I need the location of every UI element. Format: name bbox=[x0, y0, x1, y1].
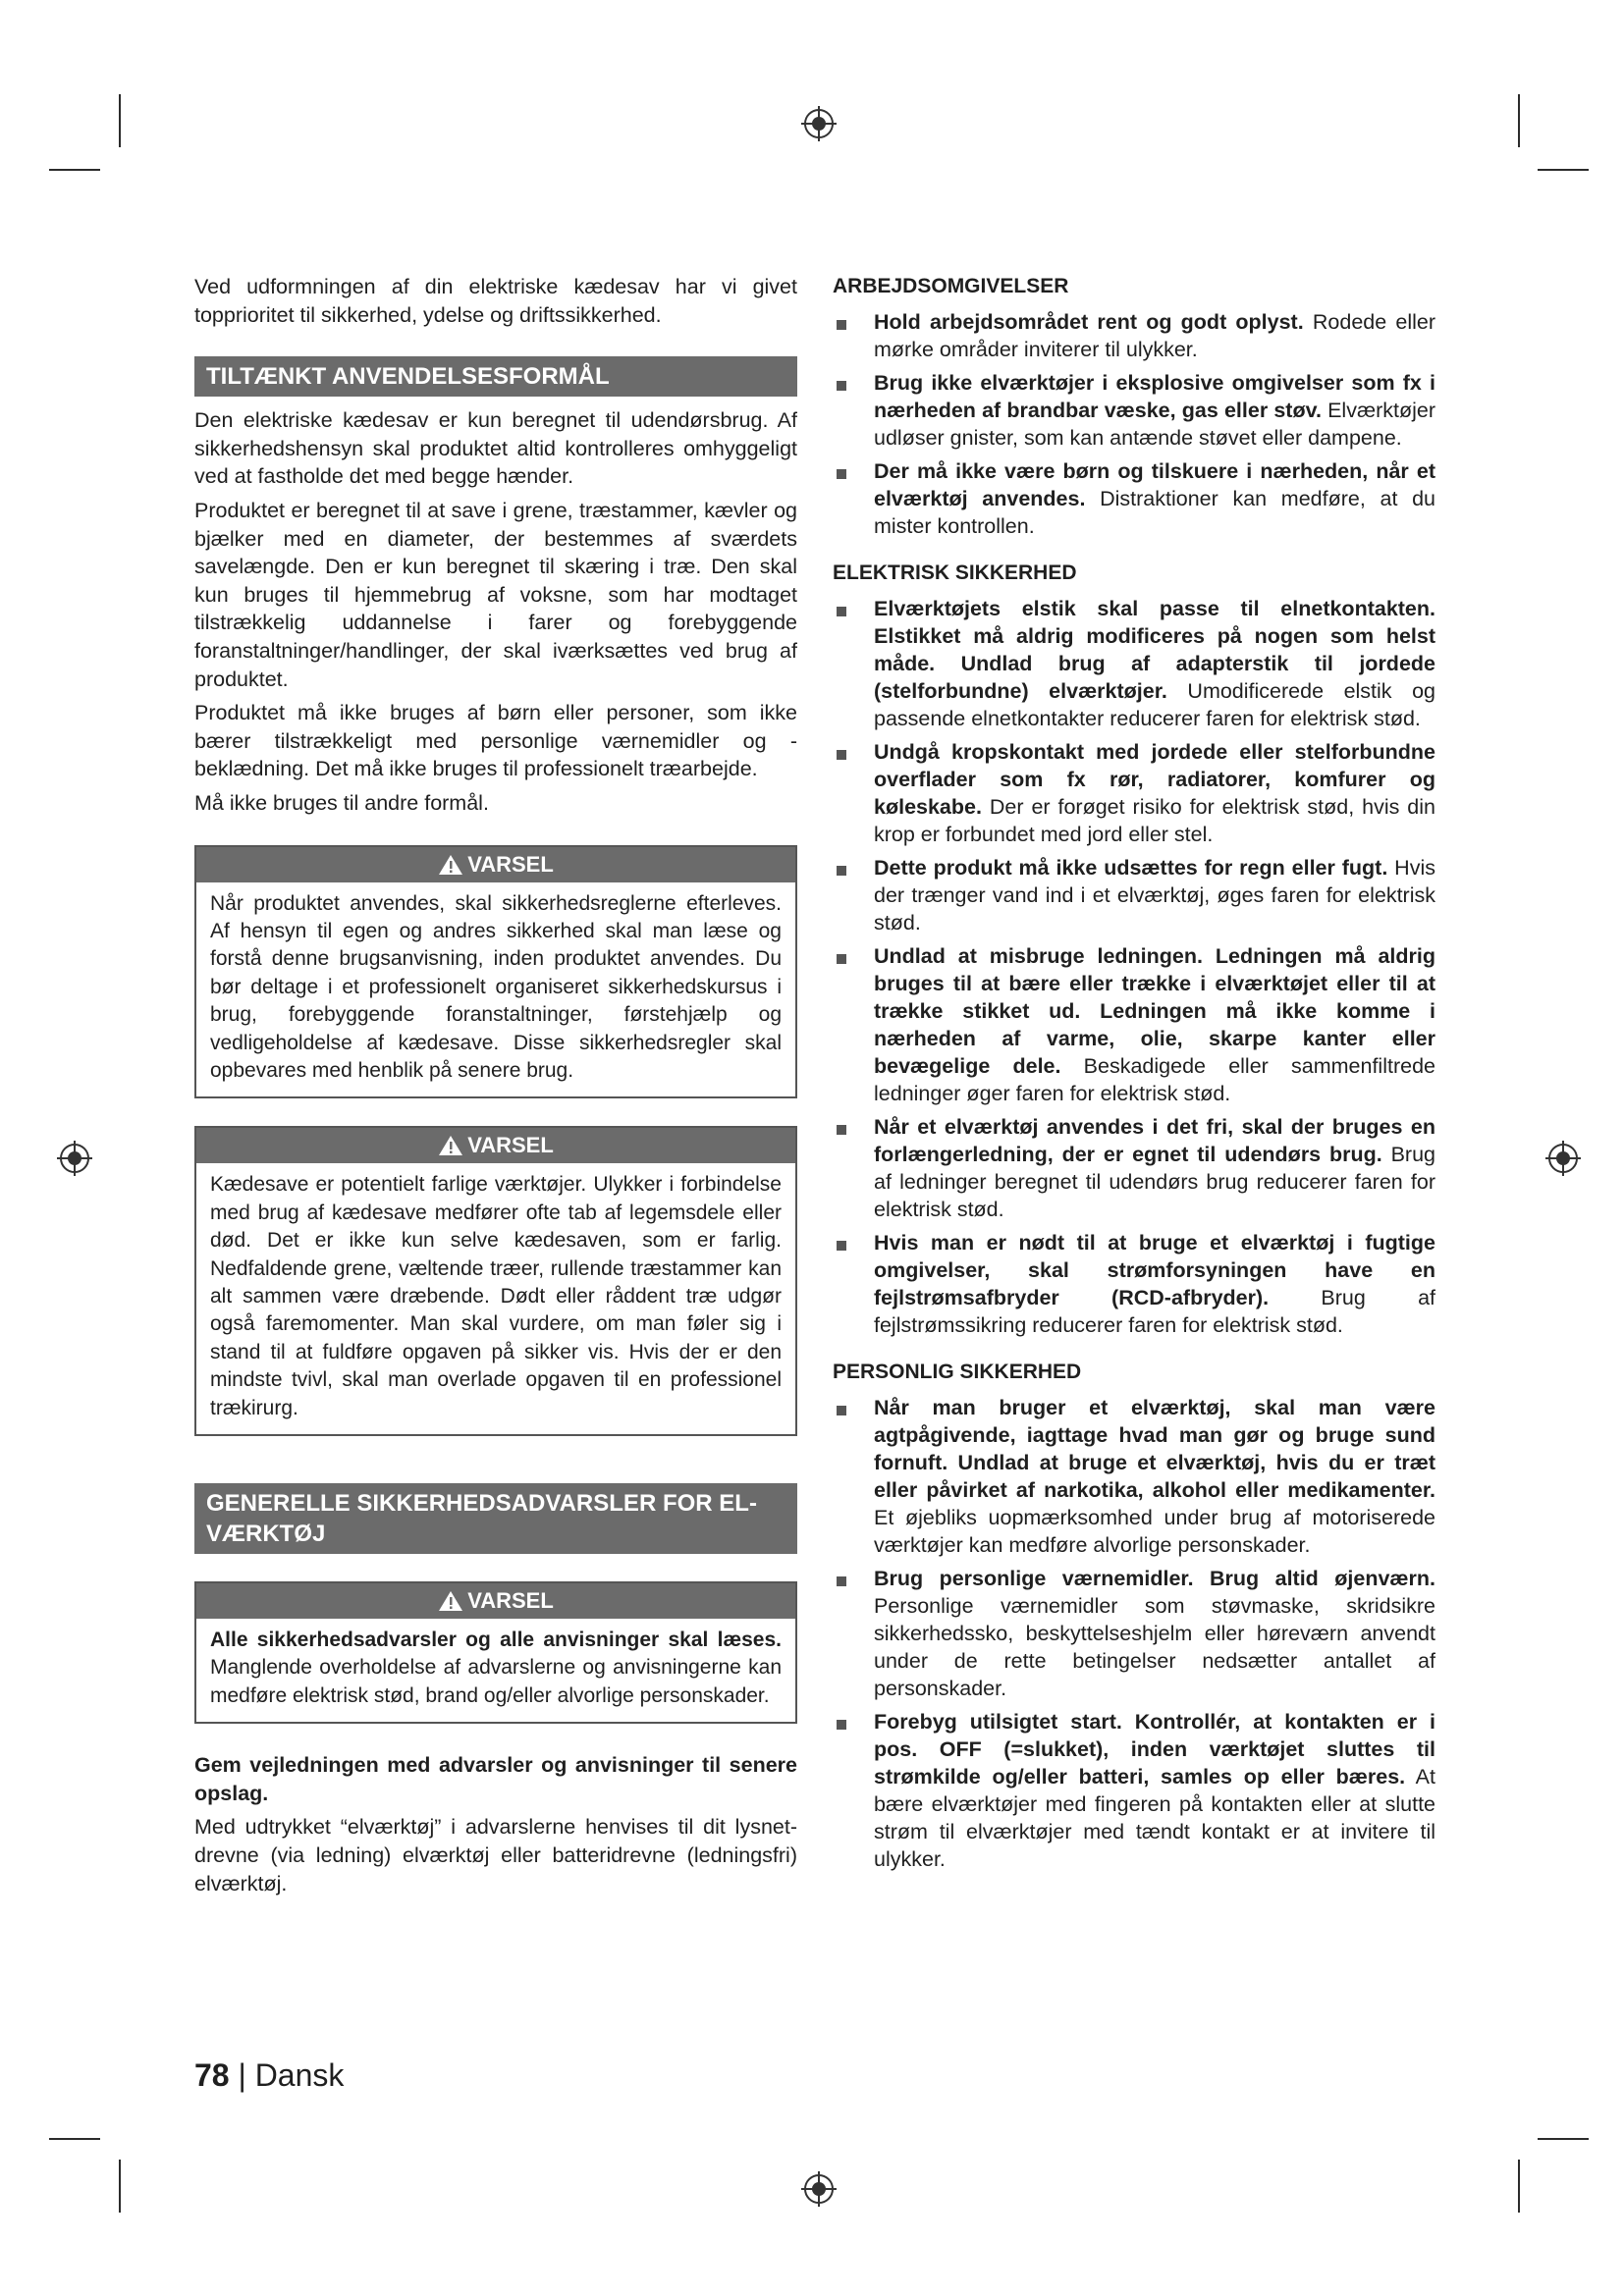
personal-safety-list bbox=[833, 1394, 1435, 1873]
electrical-safety-heading: ELEKTRISK SIKKERHED bbox=[833, 561, 1077, 584]
general-warnings-heading: GENERELLE SIKKERHEDSADVARSLER FOR EL-VÆRKTØJ bbox=[194, 1483, 797, 1554]
warning-box bbox=[194, 845, 797, 1099]
warning-header bbox=[196, 1583, 795, 1619]
crop-mark bbox=[1538, 2138, 1589, 2140]
registration-mark-icon bbox=[1543, 1139, 1583, 1178]
crop-mark bbox=[49, 2138, 100, 2140]
registration-mark-icon bbox=[55, 1139, 94, 1178]
electrical-safety-list bbox=[833, 595, 1435, 1339]
list-item: Undgå kropskontakt med jordede eller stelforbundne overflader som fx rør, radiatorer, komfurer og køleskabe. Der er forøget risiko for elektrisk stød, hvis din krop er forbundet med jord eller stel. bbox=[833, 738, 1435, 848]
warning-text bbox=[210, 1627, 782, 1710]
warning-text: Når produktet anvendes, skal sikkerhedsreglerne efterleves. Af hensyn til egen og andres sikkerhed skal man læse og forstå denne brugsanvisning, inden produktet anvendes. Du bør deltage i et professionelt organiseret sikkerhedskursus i brug, forebyggende foranstaltninger, førstehjælp og vedligeholdelse af kædesave. Disse sikkerhedsregler skal opbevares med henblik på senere brug. bbox=[210, 891, 782, 1082]
intro-paragraph: Ved udformningen af din elektriske kædesav har vi givet topprioritet til sikkerhed, ydelse og driftssikkerhed. bbox=[194, 275, 797, 327]
list-item: Elværktøjets elstik skal passe til elnetkontakten. Elstikket må aldrig modificeres på nogen som helst måde. Undlad brug af adapterstik til jordede (stelforbundne) elværktøjer. Umodificerede elstik og passende elnetkontakter reducerer faren for elektrisk stød. bbox=[833, 595, 1435, 732]
registration-mark-icon bbox=[799, 2169, 839, 2209]
page-footer bbox=[194, 2057, 344, 2094]
work-area-list bbox=[833, 308, 1435, 540]
crop-mark bbox=[1538, 169, 1589, 171]
warning-header bbox=[196, 1128, 795, 1163]
warning-text: Kædesave er potentielt farlige værktøjer. Ulykker i forbindelse med brug af kædesave medfører ofte tab af legemsdele eller død. Det er ikke kun selve kædesaven, som er farlig. Nedfaldende grene, væltende træer, rullende træstammer kan alt sammen være dræbende. Dødt eller råddent træ udgør også faremomenter. Man skal vurdere, om man føler sig i stand til at fuldføre opgaven på sikker vis. Hvis der er den mindste tvivl, skal man overlade opgaven til en professionel trækirurg. bbox=[210, 1173, 782, 1419]
list-item: Undlad at misbruge ledningen. Ledningen må aldrig bruges til at bære eller trække i elværktøjet eller til at trække stikket ud. Ledningen må ikke komme i nærheden af varme, olie, skarpe kanter eller bevægelige dele. Beskadigede eller sammenfiltrede ledninger øger faren for elektrisk stød. bbox=[833, 942, 1435, 1107]
warning-bold-text: Alle sikkerhedsadvarsler og alle anvisninger skal læses. bbox=[210, 1629, 782, 1651]
crop-mark bbox=[119, 94, 121, 147]
registration-mark-icon bbox=[799, 104, 839, 143]
warning-plain-text: Manglende overholdelse af advarslerne og anvisningerne kan medføre elektrisk stød, brand og/eller alvorlige personskader. bbox=[210, 1656, 782, 1707]
left-column bbox=[194, 273, 797, 1903]
intended-use-paragraph: Produktet er beregnet til at save i grene, træstammer, kævler og bjælker med en diameter, der bestemmes af sværdets savelængde. Den er kun beregnet til skæring i træ. Den skal kun bruges til hjemmebrug af voksne, som har modtaget tilstrækkelig uddannelse i farer og forebyggende foranstaltninger/handlinger, der skal iværksættes ved brug af produktet. bbox=[194, 498, 797, 691]
footer-language: Dansk bbox=[254, 2057, 345, 2093]
keep-instructions-note: Gem vejledningen med advarsler og anvisninger til senere opslag. bbox=[194, 1753, 797, 1805]
list-item: Brug ikke elværktøjer i eksplosive omgivelser som fx i nærheden af brandbar væske, gas eller støv. Elværktøjer udløser gnister, som kan antænde støvet eller dampene. bbox=[833, 369, 1435, 452]
intended-use-heading: TILTÆNKT ANVENDELSESFORMÅL bbox=[194, 356, 797, 397]
list-item: Når man bruger et elværktøj, skal man være agtpågivende, iagttage hvad man gør og bruge sund fornuft. Undlad at bruge et elværktøj, hvis du er træt eller påvirket af narkotika, alkohol eller medikamenter. Et øjebliks uopmærksomhed under brug af motoriserede værktøjer kan medføre alvorlige personskader. bbox=[833, 1394, 1435, 1559]
crop-mark bbox=[49, 169, 100, 171]
warning-title: VARSEL bbox=[467, 1133, 554, 1158]
personal-safety-heading: PERSONLIG SIKKERHED bbox=[833, 1361, 1082, 1383]
warning-title: VARSEL bbox=[467, 851, 554, 877]
list-item: Der må ikke være børn og tilskuere i nærheden, når et elværktøj anvendes. Distraktioner kan medføre, at du mister kontrollen. bbox=[833, 457, 1435, 540]
warning-title: VARSEL bbox=[467, 1588, 554, 1613]
warning-triangle-icon bbox=[438, 854, 463, 876]
list-item: Hold arbejdsområdet rent og godt oplyst. Rodede eller mørke områder inviterer til ulykker. bbox=[833, 308, 1435, 363]
warning-box bbox=[194, 1126, 797, 1436]
list-item: Forebyg utilsigtet start. Kontrollér, at kontakten er i pos. OFF (=slukket), inden værktøjet sluttes til strømkilde og/eller batteri, samles op eller bæres. At bære elværktøjer med fingeren på kontakten eller at slutte strøm til elværktøjer med tændt kontakt er at invitere til ulykker. bbox=[833, 1708, 1435, 1873]
footer-separator: | bbox=[229, 2057, 255, 2093]
warning-box bbox=[194, 1581, 797, 1724]
power-tool-term-note: Med udtrykket “elværktøj” i advarslerne henvises til dit lysnet-drevne (via ledning) elværktøj eller batteridrevne (ledningsfri) elværktøj. bbox=[194, 1815, 797, 1896]
work-area-heading: ARBEJDSOMGIVELSER bbox=[833, 275, 1069, 297]
crop-mark bbox=[119, 2160, 121, 2213]
crop-mark bbox=[1518, 94, 1520, 147]
intended-use-paragraph: Produktet må ikke bruges af børn eller personer, som ikke bærer tilstrækkeligt med personlige værnemidler og -beklædning. Det må ikke bruges til professionelt træarbejde. bbox=[194, 701, 797, 781]
list-item: Brug personlige værnemidler. Brug altid øjenværn. Personlige værnemidler som støvmaske, skridsikre sikkerhedssko, beskyttelseshjelm eller høreværn anvendt under de rette betingelser nedsætter antallet af personskader. bbox=[833, 1565, 1435, 1702]
intended-use-paragraph: Må ikke bruges til andre formål. bbox=[194, 790, 489, 815]
warning-triangle-icon bbox=[438, 1135, 463, 1156]
right-column bbox=[833, 273, 1435, 1893]
crop-mark bbox=[1518, 2160, 1520, 2213]
page-number: 78 bbox=[194, 2057, 230, 2093]
list-item: Dette produkt må ikke udsættes for regn eller fugt. Hvis der trænger vand ind i et elværktøj, øges faren for elektrisk stød. bbox=[833, 854, 1435, 936]
warning-triangle-icon bbox=[438, 1590, 463, 1612]
list-item: Når et elværktøj anvendes i det fri, skal der bruges en forlængerledning, der er egnet til udendørs brug. Brug af ledninger beregnet til udendørs brug reducerer faren for elektrisk stød. bbox=[833, 1113, 1435, 1223]
warning-header bbox=[196, 847, 795, 882]
list-item: Hvis man er nødt til at bruge et elværktøj i fugtige omgivelser, skal strømforsyningen have en fejlstrømsafbryder (RCD-afbryder). Brug af fejlstrømssikring reducerer faren for elektrisk stød. bbox=[833, 1229, 1435, 1339]
intended-use-paragraph: Den elektriske kædesav er kun beregnet til udendørsbrug. Af sikkerhedshensyn skal produktet altid kontrolleres omhyggeligt ved at fastholde det med begge hænder. bbox=[194, 408, 797, 489]
